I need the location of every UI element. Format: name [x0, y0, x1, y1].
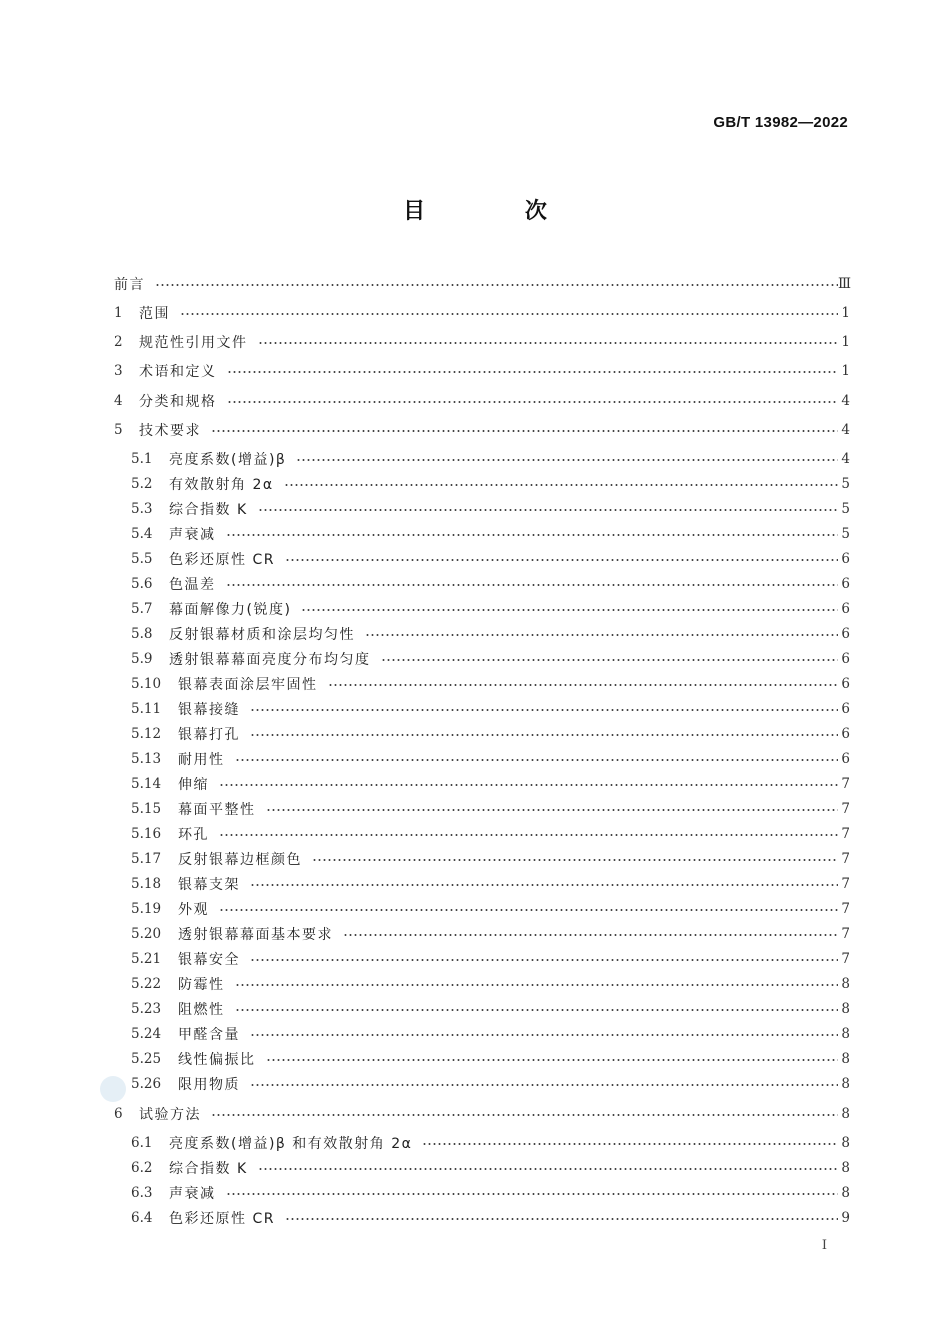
dot-leader — [258, 1168, 838, 1170]
toc-entry-label: 亮度系数(增益)β 和有效散射角 2α — [169, 1136, 413, 1152]
toc-entry-number: 5.3 — [131, 501, 153, 517]
toc-entry-number: 5.22 — [131, 976, 162, 992]
dot-leader — [296, 459, 838, 461]
toc-entry-number: 5.8 — [131, 626, 153, 642]
toc-entry-number: 5.9 — [131, 651, 153, 667]
toc-entry-page: 6 — [841, 726, 850, 742]
dot-leader — [266, 1059, 838, 1061]
toc-entry[interactable] — [0, 823, 950, 845]
toc-entry-page: 1 — [841, 305, 850, 321]
toc-entry-page: 4 — [841, 451, 850, 467]
toc-entry-number: 5.11 — [131, 701, 162, 717]
toc-entry-label: 银幕表面涂层牢固性 — [178, 677, 318, 693]
toc-entry-label: 限用物质 — [178, 1077, 240, 1093]
toc-entry-label: 银幕支架 — [178, 877, 240, 893]
toc-entry-number: 5.24 — [131, 1026, 162, 1042]
toc-entry-page: 7 — [841, 776, 850, 792]
toc-entry-page: 7 — [841, 926, 850, 942]
toc-entry-page: 6 — [841, 651, 850, 667]
dot-leader — [219, 834, 838, 836]
toc-entry[interactable] — [0, 948, 950, 970]
toc-entry-label: 透射银幕幕面基本要求 — [178, 927, 333, 943]
toc-entry[interactable] — [0, 848, 950, 870]
toc-entry[interactable] — [0, 1103, 950, 1125]
toc-entry-number: 5.10 — [131, 676, 162, 692]
toc-entry-label: 幕面平整性 — [178, 802, 256, 818]
toc-entry-page: 8 — [841, 1135, 850, 1151]
dot-leader — [365, 634, 838, 636]
toc-entry-label: 银幕安全 — [178, 952, 240, 968]
dot-leader — [328, 684, 838, 686]
toc-entry-page: 7 — [841, 826, 850, 842]
toc-entry-page: 5 — [841, 476, 850, 492]
toc-entry-page: 5 — [841, 501, 850, 517]
toc-entry-page: 4 — [841, 393, 850, 409]
toc-entry[interactable] — [0, 473, 950, 495]
dot-leader — [250, 1084, 838, 1086]
dot-leader — [180, 313, 838, 315]
toc-entry[interactable] — [0, 1023, 950, 1045]
dot-leader — [226, 584, 838, 586]
toc-entry-page: 8 — [841, 1076, 850, 1092]
toc-entry-label: 声衰减 — [169, 1186, 216, 1202]
toc-entry-number: 5.4 — [131, 526, 153, 542]
toc-entry[interactable] — [0, 723, 950, 745]
toc-entry-number: 5.14 — [131, 776, 162, 792]
toc-entry[interactable] — [0, 698, 950, 720]
toc-entry-label: 线性偏振比 — [178, 1052, 256, 1068]
dot-leader — [235, 759, 838, 761]
toc-entry-page: 4 — [841, 422, 850, 438]
toc-entry-number: 5.18 — [131, 876, 162, 892]
toc-entry-page: 6 — [841, 626, 850, 642]
toc-entry-page: 7 — [841, 901, 850, 917]
toc-entry-number: 6.2 — [131, 1160, 153, 1176]
toc-entry-label: 前言 — [114, 277, 145, 293]
toc-entry-label: 术语和定义 — [139, 364, 217, 380]
toc-entry-page: 6 — [841, 601, 850, 617]
dot-leader — [250, 734, 838, 736]
page-title: 目 次 — [403, 199, 593, 224]
toc-entry-page: 5 — [841, 526, 850, 542]
dot-leader — [250, 884, 838, 886]
toc-entry-label: 色彩还原性 CR — [169, 552, 275, 568]
toc-entry-number: 5.15 — [131, 801, 162, 817]
dot-leader — [258, 342, 838, 344]
toc-entry-page: Ⅲ — [838, 276, 852, 292]
toc-entry-page: 1 — [841, 363, 850, 379]
dot-leader — [266, 809, 838, 811]
toc-entry[interactable] — [0, 1132, 950, 1154]
toc-entry-number: 5.23 — [131, 1001, 162, 1017]
toc-entry-page: 8 — [841, 1051, 850, 1067]
toc-entry[interactable] — [0, 419, 950, 441]
toc-entry-label: 综合指数 K — [169, 502, 248, 518]
toc-entry-page: 8 — [841, 1160, 850, 1176]
toc-entry-number: 5.19 — [131, 901, 162, 917]
standard-code: GB/T 13982—2022 — [713, 114, 848, 131]
toc-entry-label: 有效散射角 2α — [169, 477, 274, 493]
dot-leader — [285, 559, 838, 561]
toc-entry-label: 防霉性 — [178, 977, 225, 993]
toc-entry[interactable] — [0, 798, 950, 820]
dot-leader — [227, 401, 838, 403]
toc-entry-number: 5.7 — [131, 601, 153, 617]
toc-entry[interactable] — [0, 773, 950, 795]
dot-leader — [250, 1034, 838, 1036]
toc-entry-label: 甲醛含量 — [178, 1027, 240, 1043]
toc-entry[interactable] — [0, 573, 950, 595]
dot-leader — [301, 609, 838, 611]
dot-leader — [422, 1143, 838, 1145]
toc-entry-page: 6 — [841, 676, 850, 692]
toc-entry[interactable] — [0, 623, 950, 645]
toc-entry-page: 8 — [841, 1185, 850, 1201]
toc-entry-page: 8 — [841, 1026, 850, 1042]
toc-entry-label: 外观 — [178, 902, 209, 918]
toc-entry-number: 5.17 — [131, 851, 162, 867]
toc-entry-page: 6 — [841, 551, 850, 567]
toc-entry[interactable] — [0, 1157, 950, 1179]
toc-entry-label: 色彩还原性 CR — [169, 1211, 275, 1227]
toc-entry-number: 1 — [114, 305, 123, 321]
toc-entry-page: 1 — [841, 334, 850, 350]
toc-entry[interactable] — [0, 973, 950, 995]
toc-entry[interactable] — [0, 273, 950, 295]
toc-entry-page: 7 — [841, 951, 850, 967]
toc-entry-number: 5.25 — [131, 1051, 162, 1067]
toc-entry-number: 5.26 — [131, 1076, 162, 1092]
toc-entry-number: 5.6 — [131, 576, 153, 592]
toc-entry-number: 5.13 — [131, 751, 162, 767]
toc-entry-label: 伸缩 — [178, 777, 209, 793]
toc-entry-number: 4 — [114, 393, 123, 409]
toc-entry[interactable] — [0, 1182, 950, 1204]
toc-entry[interactable] — [0, 998, 950, 1020]
toc-entry-label: 试验方法 — [139, 1107, 201, 1123]
toc-entry-page: 8 — [841, 1001, 850, 1017]
dot-leader — [250, 959, 838, 961]
toc-entry-label: 银幕打孔 — [178, 727, 240, 743]
dot-leader — [381, 659, 838, 661]
toc-entry-page: 8 — [841, 976, 850, 992]
toc-entry-label: 反射银幕边框颜色 — [178, 852, 302, 868]
toc-entry-label: 反射银幕材质和涂层均匀性 — [169, 627, 355, 643]
dot-leader — [235, 1009, 838, 1011]
dot-leader — [235, 984, 838, 986]
toc-entry-label: 环孔 — [178, 827, 209, 843]
toc-entry-label: 耐用性 — [178, 752, 225, 768]
toc-entry-label: 亮度系数(增益)β — [169, 452, 287, 468]
toc-entry-label: 技术要求 — [139, 423, 201, 439]
toc-entry-number: 5.5 — [131, 551, 153, 567]
toc-entry[interactable] — [0, 923, 950, 945]
dot-leader — [211, 1114, 838, 1116]
toc-entry-label: 声衰减 — [169, 527, 216, 543]
toc-entry-page: 7 — [841, 876, 850, 892]
dot-leader — [211, 430, 838, 432]
toc-entry[interactable] — [0, 1048, 950, 1070]
toc-entry[interactable] — [0, 448, 950, 470]
toc-entry-number: 5.21 — [131, 951, 162, 967]
toc-entry[interactable] — [0, 390, 950, 412]
dot-leader — [312, 859, 838, 861]
dot-leader — [343, 934, 838, 936]
toc-entry-label: 综合指数 K — [169, 1161, 248, 1177]
toc-entry-number: 5.1 — [131, 451, 153, 467]
footer-page-number: Ⅰ — [821, 1238, 827, 1253]
dot-leader — [155, 284, 838, 286]
toc-entry[interactable] — [0, 673, 950, 695]
dot-leader — [284, 484, 838, 486]
toc-entry[interactable] — [0, 648, 950, 670]
dot-leader — [226, 1193, 838, 1195]
toc-entry[interactable] — [0, 360, 950, 382]
toc-entry[interactable] — [0, 873, 950, 895]
toc-entry-number: 6 — [114, 1106, 123, 1122]
toc-entry-number: 5.16 — [131, 826, 162, 842]
toc-entry-number: 2 — [114, 334, 123, 350]
toc-entry-number: 5 — [114, 422, 123, 438]
toc-entry-page: 8 — [841, 1106, 850, 1122]
toc-entry[interactable] — [0, 548, 950, 570]
dot-leader — [226, 534, 838, 536]
toc-entry-label: 阻燃性 — [178, 1002, 225, 1018]
dot-leader — [219, 909, 838, 911]
toc-entry[interactable] — [0, 1073, 950, 1095]
toc-entry-page: 6 — [841, 576, 850, 592]
toc-entry[interactable] — [0, 1207, 950, 1229]
toc-entry-number: 5.20 — [131, 926, 162, 942]
toc-entry-page: 7 — [841, 801, 850, 817]
dot-leader — [227, 371, 838, 373]
toc-entry-page: 6 — [841, 701, 850, 717]
toc-entry-label: 色温差 — [169, 577, 216, 593]
toc-entry-label: 规范性引用文件 — [139, 335, 248, 351]
toc-entry-number: 5.12 — [131, 726, 162, 742]
toc-entry-label: 透射银幕幕面亮度分布均匀度 — [169, 652, 371, 668]
toc-entry[interactable] — [0, 523, 950, 545]
toc-entry[interactable] — [0, 748, 950, 770]
toc-entry[interactable] — [0, 331, 950, 353]
toc-entry-page: 7 — [841, 851, 850, 867]
dot-leader — [258, 509, 838, 511]
toc-entry-number: 5.2 — [131, 476, 153, 492]
toc-entry-number: 3 — [114, 363, 123, 379]
toc-entry[interactable] — [0, 598, 950, 620]
toc-entry-page: 6 — [841, 751, 850, 767]
toc-entry-label: 幕面解像力(锐度) — [169, 602, 292, 618]
dot-leader — [219, 784, 838, 786]
toc-entry[interactable] — [0, 898, 950, 920]
toc-entry-number: 6.3 — [131, 1185, 153, 1201]
toc-entry[interactable] — [0, 498, 950, 520]
toc-entry-label: 分类和规格 — [139, 394, 217, 410]
dot-leader — [285, 1218, 838, 1220]
toc-entry-number: 6.4 — [131, 1210, 153, 1226]
toc-entry[interactable] — [0, 302, 950, 324]
dot-leader — [250, 709, 838, 711]
toc-entry-number: 6.1 — [131, 1135, 153, 1151]
toc-entry-page: 9 — [841, 1210, 850, 1226]
toc-entry-label: 银幕接缝 — [178, 702, 240, 718]
toc-entry-label: 范围 — [139, 306, 170, 322]
